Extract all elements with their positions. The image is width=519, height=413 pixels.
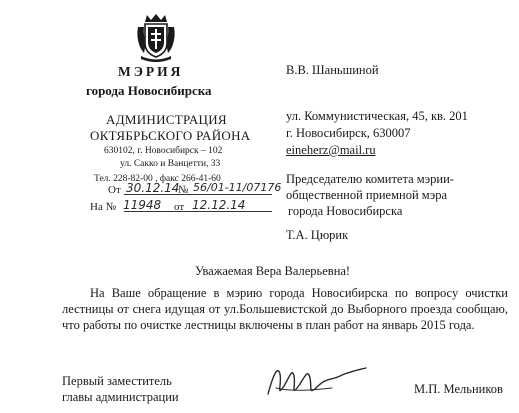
copy-line-1: Председателю комитета мэрии- (286, 172, 454, 186)
recipient-street: ул. Коммунистическая, 45, кв. 201 (286, 109, 468, 123)
mayor-office-heading: МЭРИЯ (118, 64, 184, 79)
from-label: От (108, 184, 121, 196)
signer-title-line-1: Первый заместитель (62, 374, 172, 388)
handwritten-signature (262, 358, 372, 402)
sender-address-line-2: ул. Сакко и Ванцетти, 33 (120, 159, 221, 169)
outgoing-date: 30.12.14 (126, 181, 180, 195)
district-heading: ОКТЯБРЬСКОГО РАЙОНА (90, 128, 251, 143)
administration-heading: АДМИНИСТРАЦИЯ (106, 112, 227, 127)
signer-name: М.П. Мельников (414, 382, 503, 396)
copy-line-2: общественной приемной мэра (286, 188, 447, 202)
sender-phones: Тел. 228-82-00 , факс 266-41-60 (94, 174, 221, 184)
salutation: Уважаемая Вера Валерьевна! (195, 264, 351, 278)
incoming-number: 11948 (123, 198, 162, 212)
number-label: № (178, 184, 189, 196)
reference-underline-2 (124, 211, 272, 212)
copy-recipient-name: Т.А. Цюрик (286, 228, 349, 242)
copy-line-3: города Новосибирска (288, 204, 403, 218)
recipient-name: В.В. Шаньшиной (286, 63, 379, 77)
on-number-label: На № (90, 201, 117, 213)
recipient-city: г. Новосибирск, 630007 (286, 126, 411, 140)
reference-underline-1 (124, 194, 272, 195)
city-heading: города Новосибирска (86, 83, 212, 98)
sender-address-line-1: 630102, г. Новосибирск – 102 (104, 146, 223, 156)
from-label-2: от (174, 201, 185, 213)
coat-of-arms-icon (135, 13, 177, 63)
incoming-date: 12.12.14 (192, 198, 246, 212)
letter-body: На Ваше обращение в мэрию города Новосибирска по вопросу очистки лестницы от снега идущая от ул.Большевистской до Выборного проезда сообщаю, что работы по очистке лестницы включены в план работ на январь 2015 года. (62, 286, 508, 332)
outgoing-number: 56/01-11/07176 (193, 181, 282, 194)
signer-title-line-2: главы администрации (62, 390, 179, 404)
recipient-email: eineherz@mail.ru (286, 143, 376, 157)
